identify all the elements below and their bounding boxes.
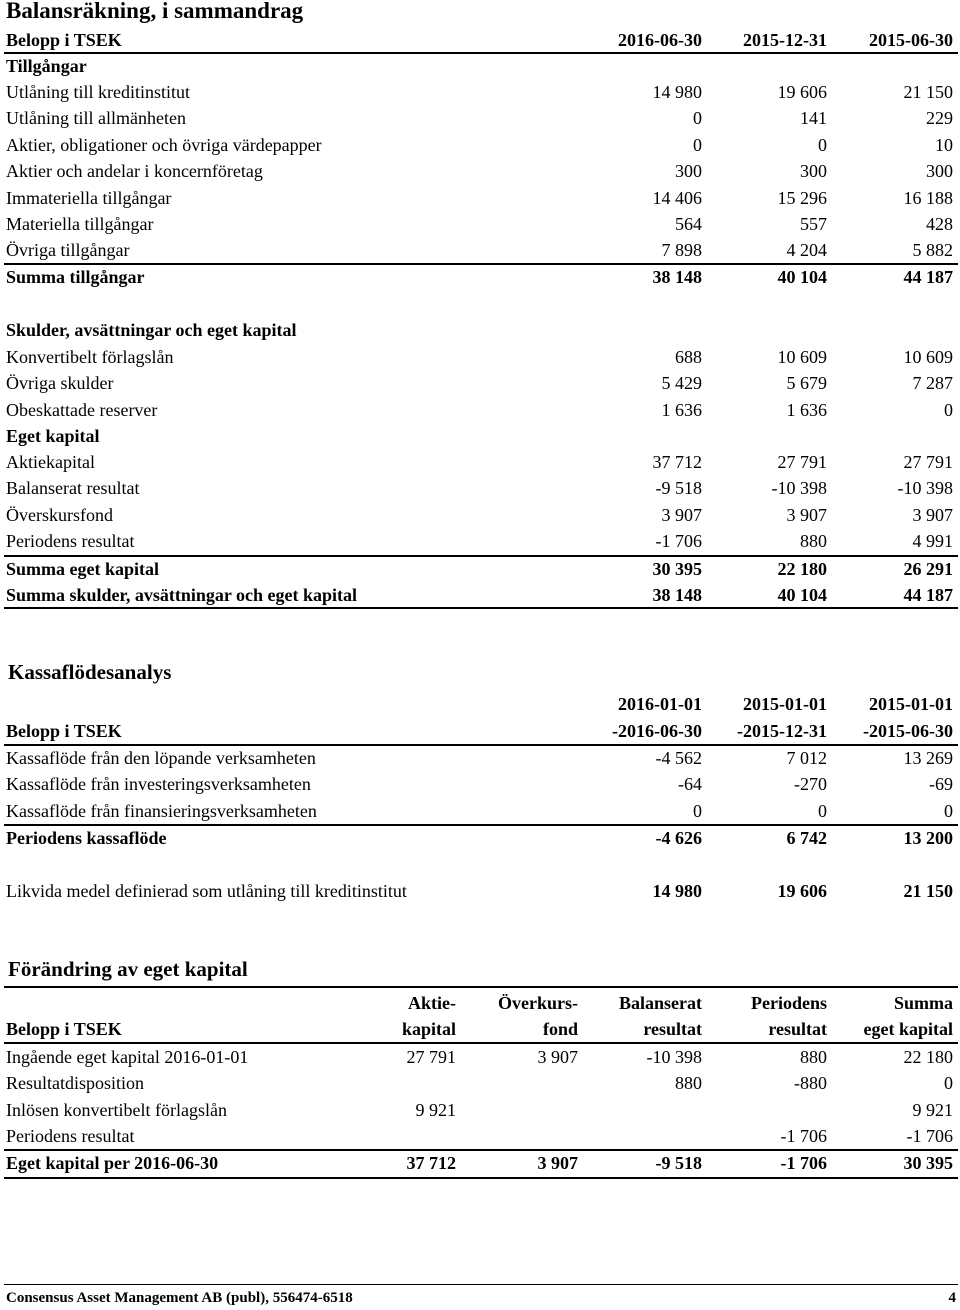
row-label: Periodens resultat [6, 531, 135, 552]
header-col-3: 2015-01-01 [869, 694, 953, 714]
row-value-2: 141 [800, 108, 827, 129]
row-value-2: -270 [794, 774, 827, 795]
balance-header-row [6, 27, 958, 53]
row-value-4: 880 [800, 1047, 827, 1067]
row-label: Aktier, obligationer och övriga värdepapper [6, 134, 322, 155]
row-value-1: 27 791 [406, 1047, 456, 1067]
header-col-4: resultat [768, 1019, 827, 1039]
row-value-2: 40 104 [777, 585, 827, 605]
row-label: Balanserat resultat [6, 478, 140, 499]
row-value-3: 13 200 [903, 828, 953, 848]
row-value-2: -10 398 [771, 478, 827, 499]
header-label: Belopp i TSEK [6, 30, 122, 50]
row-value-4: -1 706 [780, 1126, 827, 1147]
header-col-1: kapital [401, 1019, 456, 1039]
row-value-2: 40 104 [777, 267, 827, 287]
row-value-2: 6 742 [786, 828, 827, 848]
row-value-3: 21 150 [903, 881, 953, 901]
table-row [6, 158, 958, 184]
row-value-5: -1 706 [906, 1126, 953, 1147]
table-row [6, 185, 958, 211]
row-value-2: 15 296 [777, 187, 827, 208]
table-row [6, 1123, 958, 1149]
liabilities-heading: Skulder, avsättningar och eget kapital [6, 320, 297, 340]
row-value-3: 44 187 [903, 267, 953, 287]
equity-heading: Eget kapital [6, 426, 100, 446]
table-row [6, 1070, 958, 1096]
row-value-1: 14 980 [652, 82, 702, 102]
divider [4, 607, 958, 609]
page-number: 4 [948, 1290, 956, 1306]
divider [4, 1177, 958, 1179]
row-value-1: 1 636 [661, 399, 702, 420]
row-label: Aktiekapital [6, 452, 95, 472]
row-value-1: 37 712 [652, 452, 702, 472]
cashflow-header-top-row [6, 691, 958, 717]
row-value-3: 229 [926, 108, 953, 129]
table-row [6, 771, 958, 797]
row-value-1: -4 562 [655, 748, 702, 768]
row-value-3: 880 [675, 1073, 702, 1094]
row-label: Övriga skulder [6, 373, 114, 394]
equity-header-row [6, 1016, 958, 1042]
row-value-1: 0 [693, 134, 702, 155]
header-label: Belopp i TSEK [6, 721, 122, 741]
row-label: Övriga tillgångar [6, 240, 130, 261]
row-value-3: 5 882 [912, 240, 953, 261]
row-label: Kassaflöde från investeringsverksamheten [6, 774, 311, 795]
row-value-4: -880 [794, 1073, 827, 1094]
row-value-3: 300 [926, 161, 953, 182]
row-label: Summa skulder, avsättningar och eget kapital [6, 585, 358, 605]
row-value-3: 4 991 [912, 531, 953, 552]
row-value-3: -9 518 [655, 1153, 702, 1173]
table-row [6, 449, 958, 475]
row-value-2: 3 907 [786, 504, 827, 525]
row-value-3: 13 269 [903, 748, 953, 768]
row-value-2: 1 636 [786, 399, 827, 420]
row-value-1: -4 626 [655, 828, 702, 848]
row-value-1: -9 518 [655, 478, 702, 499]
table-row [6, 1044, 958, 1070]
header-col-2: Överkurs- [498, 993, 578, 1013]
row-label: Summa tillgångar [6, 267, 145, 287]
row-value-2: 3 907 [537, 1153, 578, 1173]
header-col-1: -2016-06-30 [612, 721, 702, 741]
row-value-1: -1 706 [655, 531, 702, 552]
row-value-5: 0 [944, 1073, 953, 1094]
assets-heading: Tillgångar [6, 56, 87, 76]
equity-change-title: Förändring av eget kapital [8, 957, 248, 981]
table-row [6, 528, 958, 554]
row-value-2: 10 609 [777, 347, 827, 367]
section-heading [6, 317, 958, 343]
row-label: Likvida medel definierad som utlåning till kreditinstitut [6, 881, 407, 901]
row-label: Utlåning till kreditinstitut [6, 82, 190, 102]
header-col-1: Aktie- [408, 993, 456, 1013]
row-value-3: 44 187 [903, 585, 953, 605]
header-col-2: 2015-01-01 [743, 694, 827, 714]
row-value-1: 38 148 [652, 585, 702, 605]
cashflow-header-row [6, 718, 958, 744]
row-value-5: 9 921 [912, 1099, 953, 1120]
section-heading [6, 423, 958, 449]
row-value-2: 3 907 [537, 1047, 578, 1067]
header-col-3: 2015-06-30 [869, 30, 953, 50]
row-value-1: 9 921 [415, 1099, 456, 1120]
table-row [6, 502, 958, 528]
header-col-4: Periodens [751, 993, 827, 1013]
row-value-2: 5 679 [786, 373, 827, 394]
row-value-1: 14 980 [652, 881, 702, 901]
table-row [6, 1097, 958, 1123]
row-value-1: -64 [678, 774, 702, 795]
row-value-1: 0 [693, 108, 702, 129]
row-label: Periodens resultat [6, 1126, 135, 1147]
table-row [6, 397, 958, 423]
row-label: Periodens kassaflöde [6, 828, 167, 848]
row-value-3: -10 398 [897, 478, 953, 499]
row-label: Överskursfond [6, 504, 113, 525]
row-value-5: 22 180 [903, 1047, 953, 1067]
row-value-3: -10 398 [646, 1047, 702, 1067]
row-label: Inlösen konvertibelt förlagslån [6, 1099, 227, 1120]
equity-total-row [6, 556, 958, 582]
divider [4, 986, 958, 988]
header-col-2: -2015-12-31 [737, 721, 827, 741]
row-value-1: 5 429 [661, 373, 702, 394]
row-value-1: 564 [675, 214, 702, 234]
row-value-2: 7 012 [786, 748, 827, 768]
liabilities-total-row [6, 582, 958, 608]
header-col-3: Balanserat [619, 993, 702, 1013]
assets-total-row [6, 264, 958, 290]
row-value-3: 428 [926, 214, 953, 234]
row-value-5: 30 395 [903, 1153, 953, 1173]
header-col-5: Summa [893, 993, 953, 1013]
row-label: Eget kapital per 2016-06-30 [6, 1153, 219, 1173]
row-value-2: 557 [800, 214, 827, 234]
row-label: Kassaflöde från finansieringsverksamheten [6, 800, 317, 821]
header-col-2: fond [542, 1019, 578, 1039]
header-col-3: -2015-06-30 [863, 721, 953, 741]
cashflow-title: Kassaflödesanalys [8, 660, 172, 684]
row-value-2: 880 [800, 531, 827, 552]
table-row [6, 237, 958, 263]
row-value-3: 0 [944, 800, 953, 821]
row-label: Immateriella tillgångar [6, 187, 172, 208]
row-value-2: 4 204 [786, 240, 827, 261]
row-value-3: 3 907 [912, 504, 953, 525]
row-value-1: 30 395 [652, 559, 702, 579]
row-value-1: 688 [675, 347, 702, 367]
equity-change-total-row [6, 1150, 958, 1176]
row-value-2: 19 606 [777, 82, 827, 102]
footer-company: Consensus Asset Management AB (publ), 556474-6518 [6, 1290, 353, 1306]
table-row [6, 745, 958, 771]
row-value-3: 27 791 [903, 452, 953, 472]
row-value-3: -69 [929, 774, 953, 795]
row-value-3: 10 [935, 134, 953, 155]
equity-header-top-row [6, 990, 958, 1016]
cashflow-total-row [6, 825, 958, 851]
header-col-5: eget kapital [863, 1019, 953, 1039]
balance-title: Balansräkning, i sammandrag [6, 0, 304, 23]
row-label: Ingående eget kapital 2016-01-01 [6, 1047, 249, 1067]
row-label: Konvertibelt förlagslån [6, 347, 174, 367]
row-value-3: 16 188 [903, 187, 953, 208]
liquid-funds-row [6, 878, 958, 904]
row-value-3: 7 287 [912, 373, 953, 394]
row-value-2: 22 180 [777, 559, 827, 579]
table-row [6, 370, 958, 396]
row-value-2: 0 [818, 800, 827, 821]
section-heading [6, 53, 958, 79]
row-label: Obeskattade reserver [6, 399, 158, 420]
row-value-1: 37 712 [406, 1153, 456, 1173]
row-value-2: 27 791 [777, 452, 827, 472]
row-value-1: 14 406 [652, 187, 702, 208]
footer-divider [4, 1284, 958, 1285]
row-value-2: 19 606 [777, 881, 827, 901]
row-value-2: 300 [800, 161, 827, 182]
table-row [6, 105, 958, 131]
row-label: Resultatdisposition [6, 1073, 145, 1094]
table-row [6, 344, 958, 370]
row-value-1: 0 [693, 800, 702, 821]
header-col-1: 2016-06-30 [618, 30, 702, 50]
row-value-3: 21 150 [903, 82, 953, 102]
table-row [6, 798, 958, 824]
row-value-4: -1 706 [780, 1153, 827, 1173]
header-col-3: resultat [643, 1019, 702, 1039]
row-label: Aktier och andelar i koncernföretag [6, 161, 263, 182]
header-label: Belopp i TSEK [6, 1019, 122, 1039]
page-footer [6, 1288, 956, 1308]
row-label: Utlåning till allmänheten [6, 108, 186, 129]
row-value-2: 0 [818, 134, 827, 155]
header-col-1: 2016-01-01 [618, 694, 702, 714]
row-value-3: 26 291 [903, 559, 953, 579]
row-value-1: 38 148 [652, 267, 702, 287]
row-value-1: 300 [675, 161, 702, 182]
table-row [6, 79, 958, 105]
row-value-1: 7 898 [661, 240, 702, 261]
row-value-3: 10 609 [903, 347, 953, 367]
row-label: Kassaflöde från den löpande verksamheten [6, 748, 316, 768]
table-row [6, 211, 958, 237]
header-col-2: 2015-12-31 [743, 30, 827, 50]
table-row [6, 132, 958, 158]
row-label: Summa eget kapital [6, 559, 159, 579]
row-value-3: 0 [944, 399, 953, 420]
table-row [6, 475, 958, 501]
row-label: Materiella tillgångar [6, 214, 154, 234]
row-value-1: 3 907 [661, 504, 702, 525]
